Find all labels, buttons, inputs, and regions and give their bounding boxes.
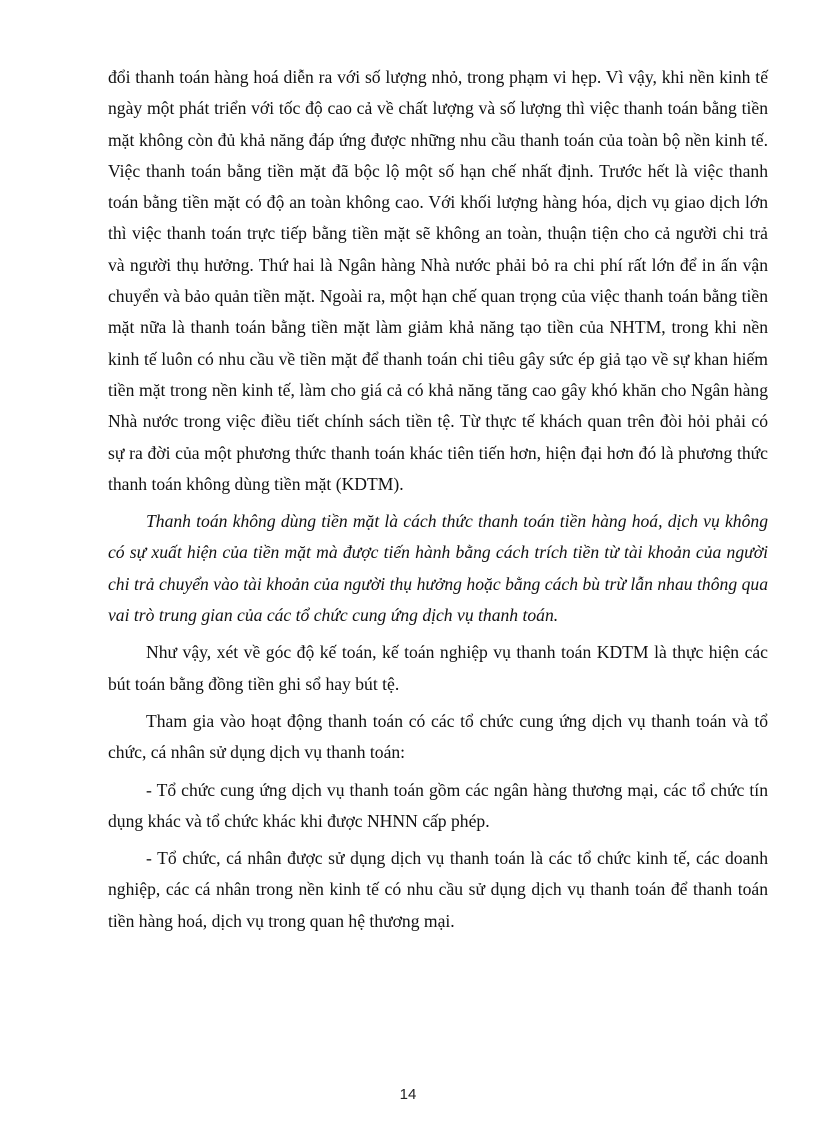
paragraph-cash-limitations: đổi thanh toán hàng hoá diễn ra với số lượng nhỏ, trong phạm vi hẹp. Vì vậy, khi nền kinh tế ngày một phát triển với tốc độ cao cả về chất lượng và số lượng thì việc thanh toán bằng tiền mặt không còn đủ khả năng đáp ứng được những nhu cầu thanh toán của toàn bộ nền kinh tế. Việc thanh toán bằng tiền mặt đã bộc lộ một số hạn chế nhất định. Trước hết là việc thanh toán bằng tiền mặt có độ an toàn không cao. Với khối lượng hàng hóa, dịch vụ giao dịch lớn thì việc thanh toán trực tiếp bằng tiền mặt sẽ không an toàn, thuận tiện cho cả người chi trả và người thụ hưởng. Thứ hai là Ngân hàng Nhà nước phải bỏ ra chi phí rất lớn để in ấn vận chuyển và bảo quản tiền mặt. Ngoài ra, một hạn chế quan trọng của việc thanh toán bằng tiền mặt nữa là thanh toán bằng tiền mặt làm giảm khả năng tạo tiền của NHTM, trong khi nền kinh tế luôn có nhu cầu về tiền mặt để thanh toán chi tiêu gây sức ép giả tạo về sự khan hiếm tiền mặt trong nền kinh tế, làm cho giá cả có khả năng tăng cao gây khó khăn cho Ngân hàng Nhà nước trong việc điều tiết chính sách tiền tệ. Từ thực tế khách quan trên đòi hỏi phải có sự ra đời của một phương thức thanh toán khác tiên tiến hơn, hiện đại hơn đó là phương thức thanh toán không dùng tiền mặt (KDTM). <box>108 67 768 494</box>
document-page <box>108 62 768 937</box>
paragraph-service-providers: - Tổ chức cung ứng dịch vụ thanh toán gồm các ngân hàng thương mại, các tổ chức tín dụng khác và tổ chức khác khi được NHNN cấp phép. <box>108 779 768 831</box>
paragraph-service-users: - Tổ chức, cá nhân được sử dụng dịch vụ thanh toán là các tổ chức kinh tế, các doanh nghiệp, các cá nhân trong nền kinh tế có nhu cầu sử dụng dịch vụ thanh toán để thanh toán tiền hàng hoá, dịch vụ trong quan hệ thương mại. <box>108 848 768 931</box>
paragraph-definition-kdtm: Thanh toán không dùng tiền mặt là cách thức thanh toán tiền hàng hoá, dịch vụ không có sự xuất hiện của tiền mặt mà được tiến hành bằng cách trích tiền từ tài khoản của người chi trả chuyển vào tài khoản của người thụ hưởng hoặc bằng cách bù trừ lẫn nhau thông qua vai trò trung gian của các tổ chức cung ứng dịch vụ thanh toán. <box>108 511 768 626</box>
paragraph-participants: Tham gia vào hoạt động thanh toán có các tổ chức cung ứng dịch vụ thanh toán và tổ chức, cá nhân sử dụng dịch vụ thanh toán: <box>108 710 768 763</box>
paragraph-accounting-view: Như vậy, xét về góc độ kế toán, kế toán nghiệp vụ thanh toán KDTM là thực hiện các bút toán bằng đồng tiền ghi sổ hay bút tệ. <box>108 642 768 694</box>
page-number: 14 <box>399 1086 417 1103</box>
